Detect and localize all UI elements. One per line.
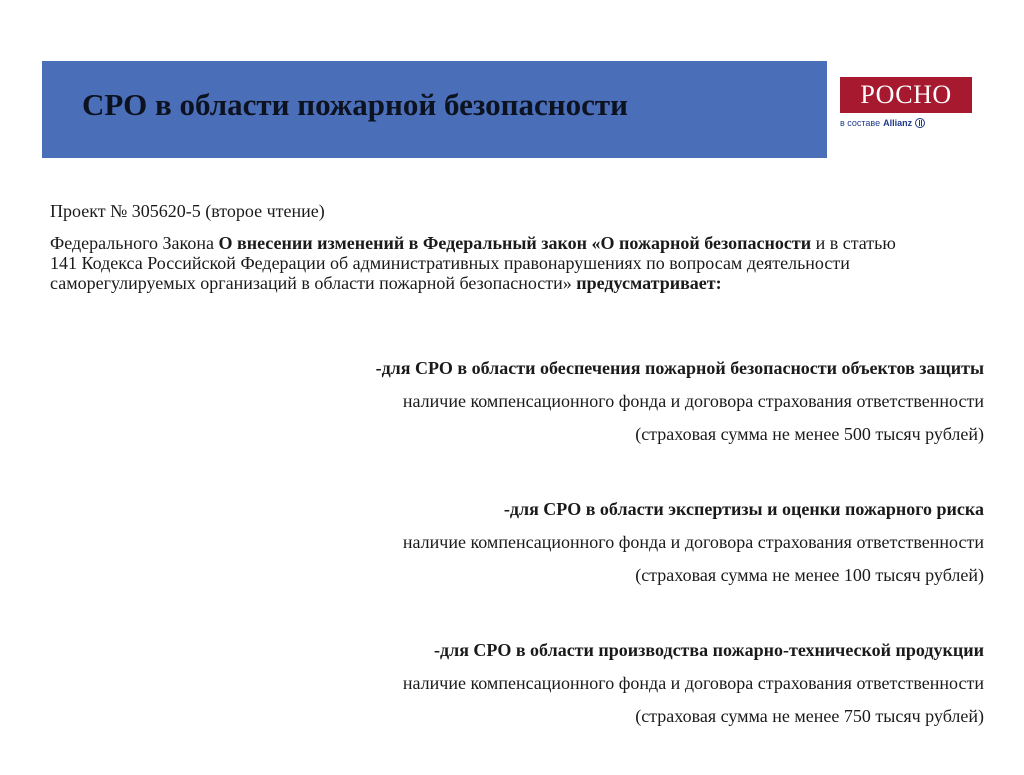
slide-title: СРО в области пожарной безопасности xyxy=(82,87,628,122)
title-band xyxy=(42,61,827,158)
project-number: Проект № 305620-5 (второе чтение) xyxy=(50,201,325,221)
rosno-logo xyxy=(840,77,972,128)
requirement-item xyxy=(84,634,984,733)
requirement-heading: -для СРО в области экспертизы и оценки пожарного риска xyxy=(503,499,984,519)
law-title: О внесении изменений в Федеральный закон «О пожарной безопасности xyxy=(218,233,812,253)
requirement-text: наличие компенсационного фонда и договора страхования ответственности xyxy=(402,673,984,693)
requirement-item xyxy=(84,352,984,451)
requirement-text: наличие компенсационного фонда и договора страхования ответственности xyxy=(402,532,984,552)
logo-sub-prefix: в составе xyxy=(840,118,881,128)
logo-wordmark: РОСНО xyxy=(840,77,972,113)
law-middle: и в статью 141 Кодекса Российской Федерации об административных правонарушениях по вопросам деятельности саморегулируемых организаций в области пожарной безопасности» xyxy=(50,233,896,293)
requirement-heading: -для СРО в области обеспечения пожарной безопасности объектов защиты xyxy=(375,358,984,378)
requirement-text: наличие компенсационного фонда и договора страхования ответственности xyxy=(402,391,984,411)
law-paragraph xyxy=(50,233,910,293)
requirement-sum: (страховая сумма не менее 750 тысяч рублей) xyxy=(635,706,984,726)
logo-subtitle xyxy=(840,118,972,128)
law-provides: предусматривает: xyxy=(576,273,722,293)
logo-sub-brand: Allianz xyxy=(883,118,913,128)
requirement-sum: (страховая сумма не менее 500 тысяч рублей) xyxy=(635,424,984,444)
requirement-item xyxy=(84,493,984,592)
requirement-sum: (страховая сумма не менее 100 тысяч рублей) xyxy=(635,565,984,585)
requirement-heading: -для СРО в области производства пожарно-технической продукции xyxy=(434,640,984,660)
law-intro: Федерального Закона xyxy=(50,233,219,253)
allianz-icon xyxy=(915,118,925,128)
requirements-list xyxy=(84,352,984,775)
